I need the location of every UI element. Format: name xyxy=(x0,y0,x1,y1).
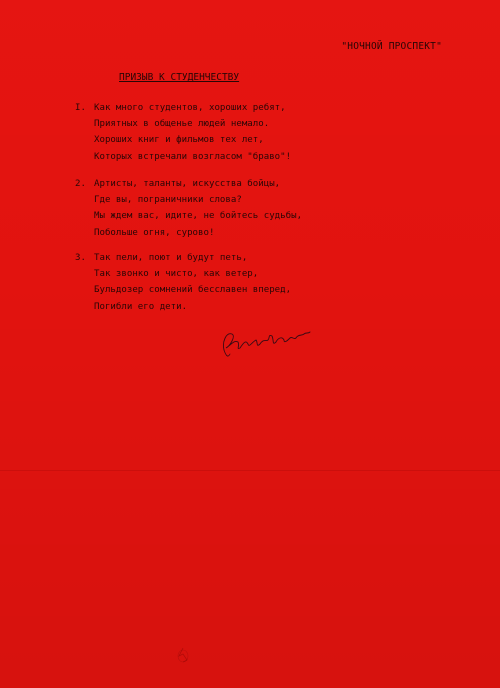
paper-fold-line xyxy=(0,470,500,471)
stanza-1 xyxy=(75,100,291,165)
poem-title: ПРИЗЫВ К СТУДЕНЧЕСТВУ xyxy=(119,72,240,83)
stanza-line-text: Бульдозер сомнений бесславен вперед, xyxy=(94,285,292,296)
stanza-line-text: Где вы, пограничники слова? xyxy=(94,195,242,206)
stanza-number: 2. xyxy=(75,179,86,189)
stanza-line xyxy=(75,282,291,298)
stanza-line-text: Которых встречали возгласом "браво"! xyxy=(94,151,292,162)
stanza-line-text: Приятных в общенье людей немало. xyxy=(94,119,270,130)
stanza-line-text: Мы ждем вас, идите, не бойтесь судьбы, xyxy=(94,211,303,222)
faint-stamp-mark xyxy=(176,646,190,664)
stanza-line xyxy=(75,132,291,148)
stanza-3 xyxy=(75,250,291,315)
stanza-line-text: Так звонко и чисто, как ветер, xyxy=(94,269,259,280)
band-name-header: "НОЧНОЙ ПРОСПЕКТ" xyxy=(341,41,442,52)
stanza-line-text: Хороших книг и фильмов тех лет, xyxy=(94,135,264,146)
stanza-number: 3. xyxy=(75,253,86,263)
stanza-line xyxy=(75,149,291,165)
stanza-line-text: Артисты, таланты, искусства бойцы, xyxy=(94,179,281,189)
stanza-line-text: Как много студентов, хороших ребят, xyxy=(94,103,286,113)
stanza-line xyxy=(75,266,291,282)
stanza-line-text: Побольше огня, сурово! xyxy=(94,227,215,238)
stanza-line xyxy=(75,192,302,208)
handwritten-signature xyxy=(218,320,318,360)
stanza-line-text: Погибли его дети. xyxy=(94,301,188,312)
stanza-line-text: Так пели, поют и будут петь, xyxy=(94,253,248,263)
stanza-line xyxy=(75,176,302,192)
stanza-line xyxy=(75,225,302,241)
stanza-line xyxy=(75,299,291,315)
stanza-2 xyxy=(75,176,302,241)
stanza-line xyxy=(75,100,291,116)
stanza-line xyxy=(75,116,291,132)
stanza-line xyxy=(75,208,302,224)
stanza-number: I. xyxy=(75,103,86,113)
stanza-line xyxy=(75,250,291,266)
